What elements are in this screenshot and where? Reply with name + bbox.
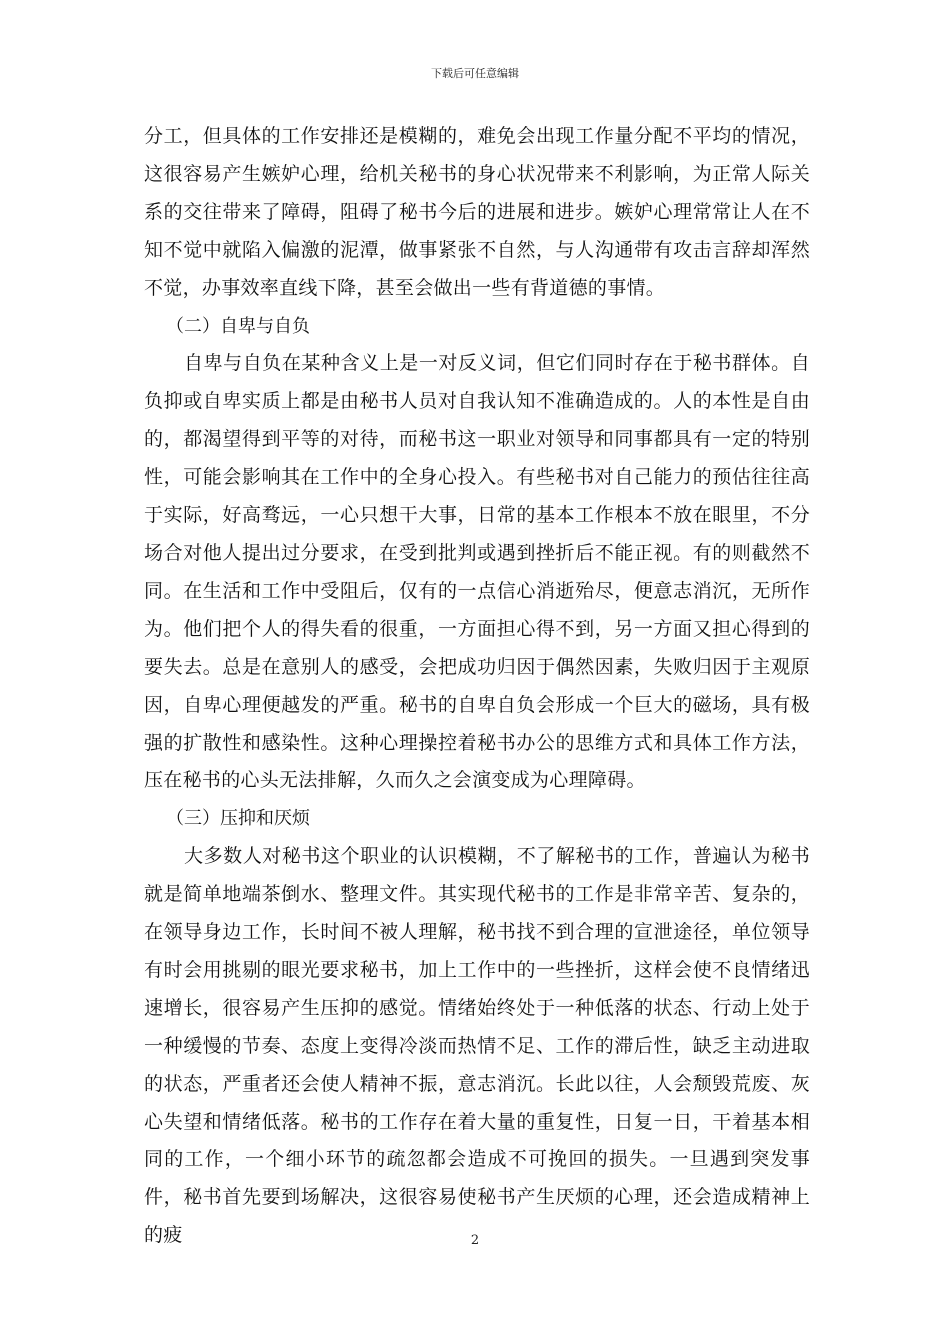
paragraph-continued: 分工，但具体的工作安排还是模糊的，难免会出现工作量分配不平均的情况，这很容易产生嫉妒心理，给机关秘书的身心状况带来不利影响，为正常人际关系的交往带来了障碍，阻碍了秘书今后的进展和进步。嫉妒心理常常让人在不知不觉中就陷入偏激的泥潭，做事紧张不自然，与人沟通带有攻击言辞却浑然不觉，办事效率直线下降，甚至会做出一些有背道德的事情。	[144, 125, 810, 299]
paragraph-inferiority-arrogance: 自卑与自负在某种含义上是一对反义词，但它们同时存在于秘书群体。自负抑或自卑实质上都是由秘书人员对自我认知不准确造成的。人的本性是自由的，都渴望得到平等的对待，而秘书这一职业对领导和同事都具有一定的特别性，可能会影响其在工作中的全身心投入。有些秘书对自己能力的预估往往高于实际，好高骛远，一心只想干大事，日常的基本工作根本不放在眼里，不分场合对他人提出过分要求，在受到批判或遇到挫折后不能正视。有的则截然不同。在生活和工作中受阻后，仅有的一点信心消逝殆尽，便意志消沉，无所作为。他们把个人的得失看的很重，一方面担心得不到，另一方面又担心得到的要失去。总是在意别人的感受，会把成功归因于偶然因素，失败归因于主观原因，自卑心理便越发的严重。秘书的自卑自负会形成一个巨大的磁场，具有极强的扩散性和感染性。这种心理操控着秘书办公的思维方式和具体工作方法，压在秘书的心头无法排解，久而久之会演变成为心理障碍。	[144, 352, 810, 792]
section-heading-3: （三）压抑和厌烦	[166, 808, 310, 830]
section-heading-2: （二）自卑与自负	[166, 315, 310, 337]
page-number: 2	[470, 1233, 480, 1248]
document-body	[144, 118, 810, 1255]
page-header: 下载后可任意编辑	[431, 67, 519, 80]
paragraph-depression-boredom: 大多数人对秘书这个职业的认识模糊，不了解秘书的工作，普遍认为秘书就是简单地端茶倒水、整理文件。其实现代秘书的工作是非常辛苦、复杂的，在领导身边工作，长时间不被人理解，秘书找不到合理的宣泄途径，单位领导有时会用挑剔的眼光要求秘书，加上工作中的一些挫折，这样会使不良情绪迅速增长，很容易产生压抑的感觉。情绪始终处于一种低落的状态、行动上处于一种缓慢的节奏、态度上变得冷淡而热情不足、工作的滞后性，缺乏主动进取的状态，严重者还会使人精神不振，意志消沉。长此以往，人会颓毁荒废、灰心失望和情绪低落。秘书的工作存在着大量的重复性，日复一日，干着基本相同的工作，一个细小环节的疏忽都会造成不可挽回的损失。一旦遇到突发事件，秘书首先要到场解决，这很容易使秘书产生厌烦的心理，还会造成精神上的疲	[144, 845, 810, 1247]
